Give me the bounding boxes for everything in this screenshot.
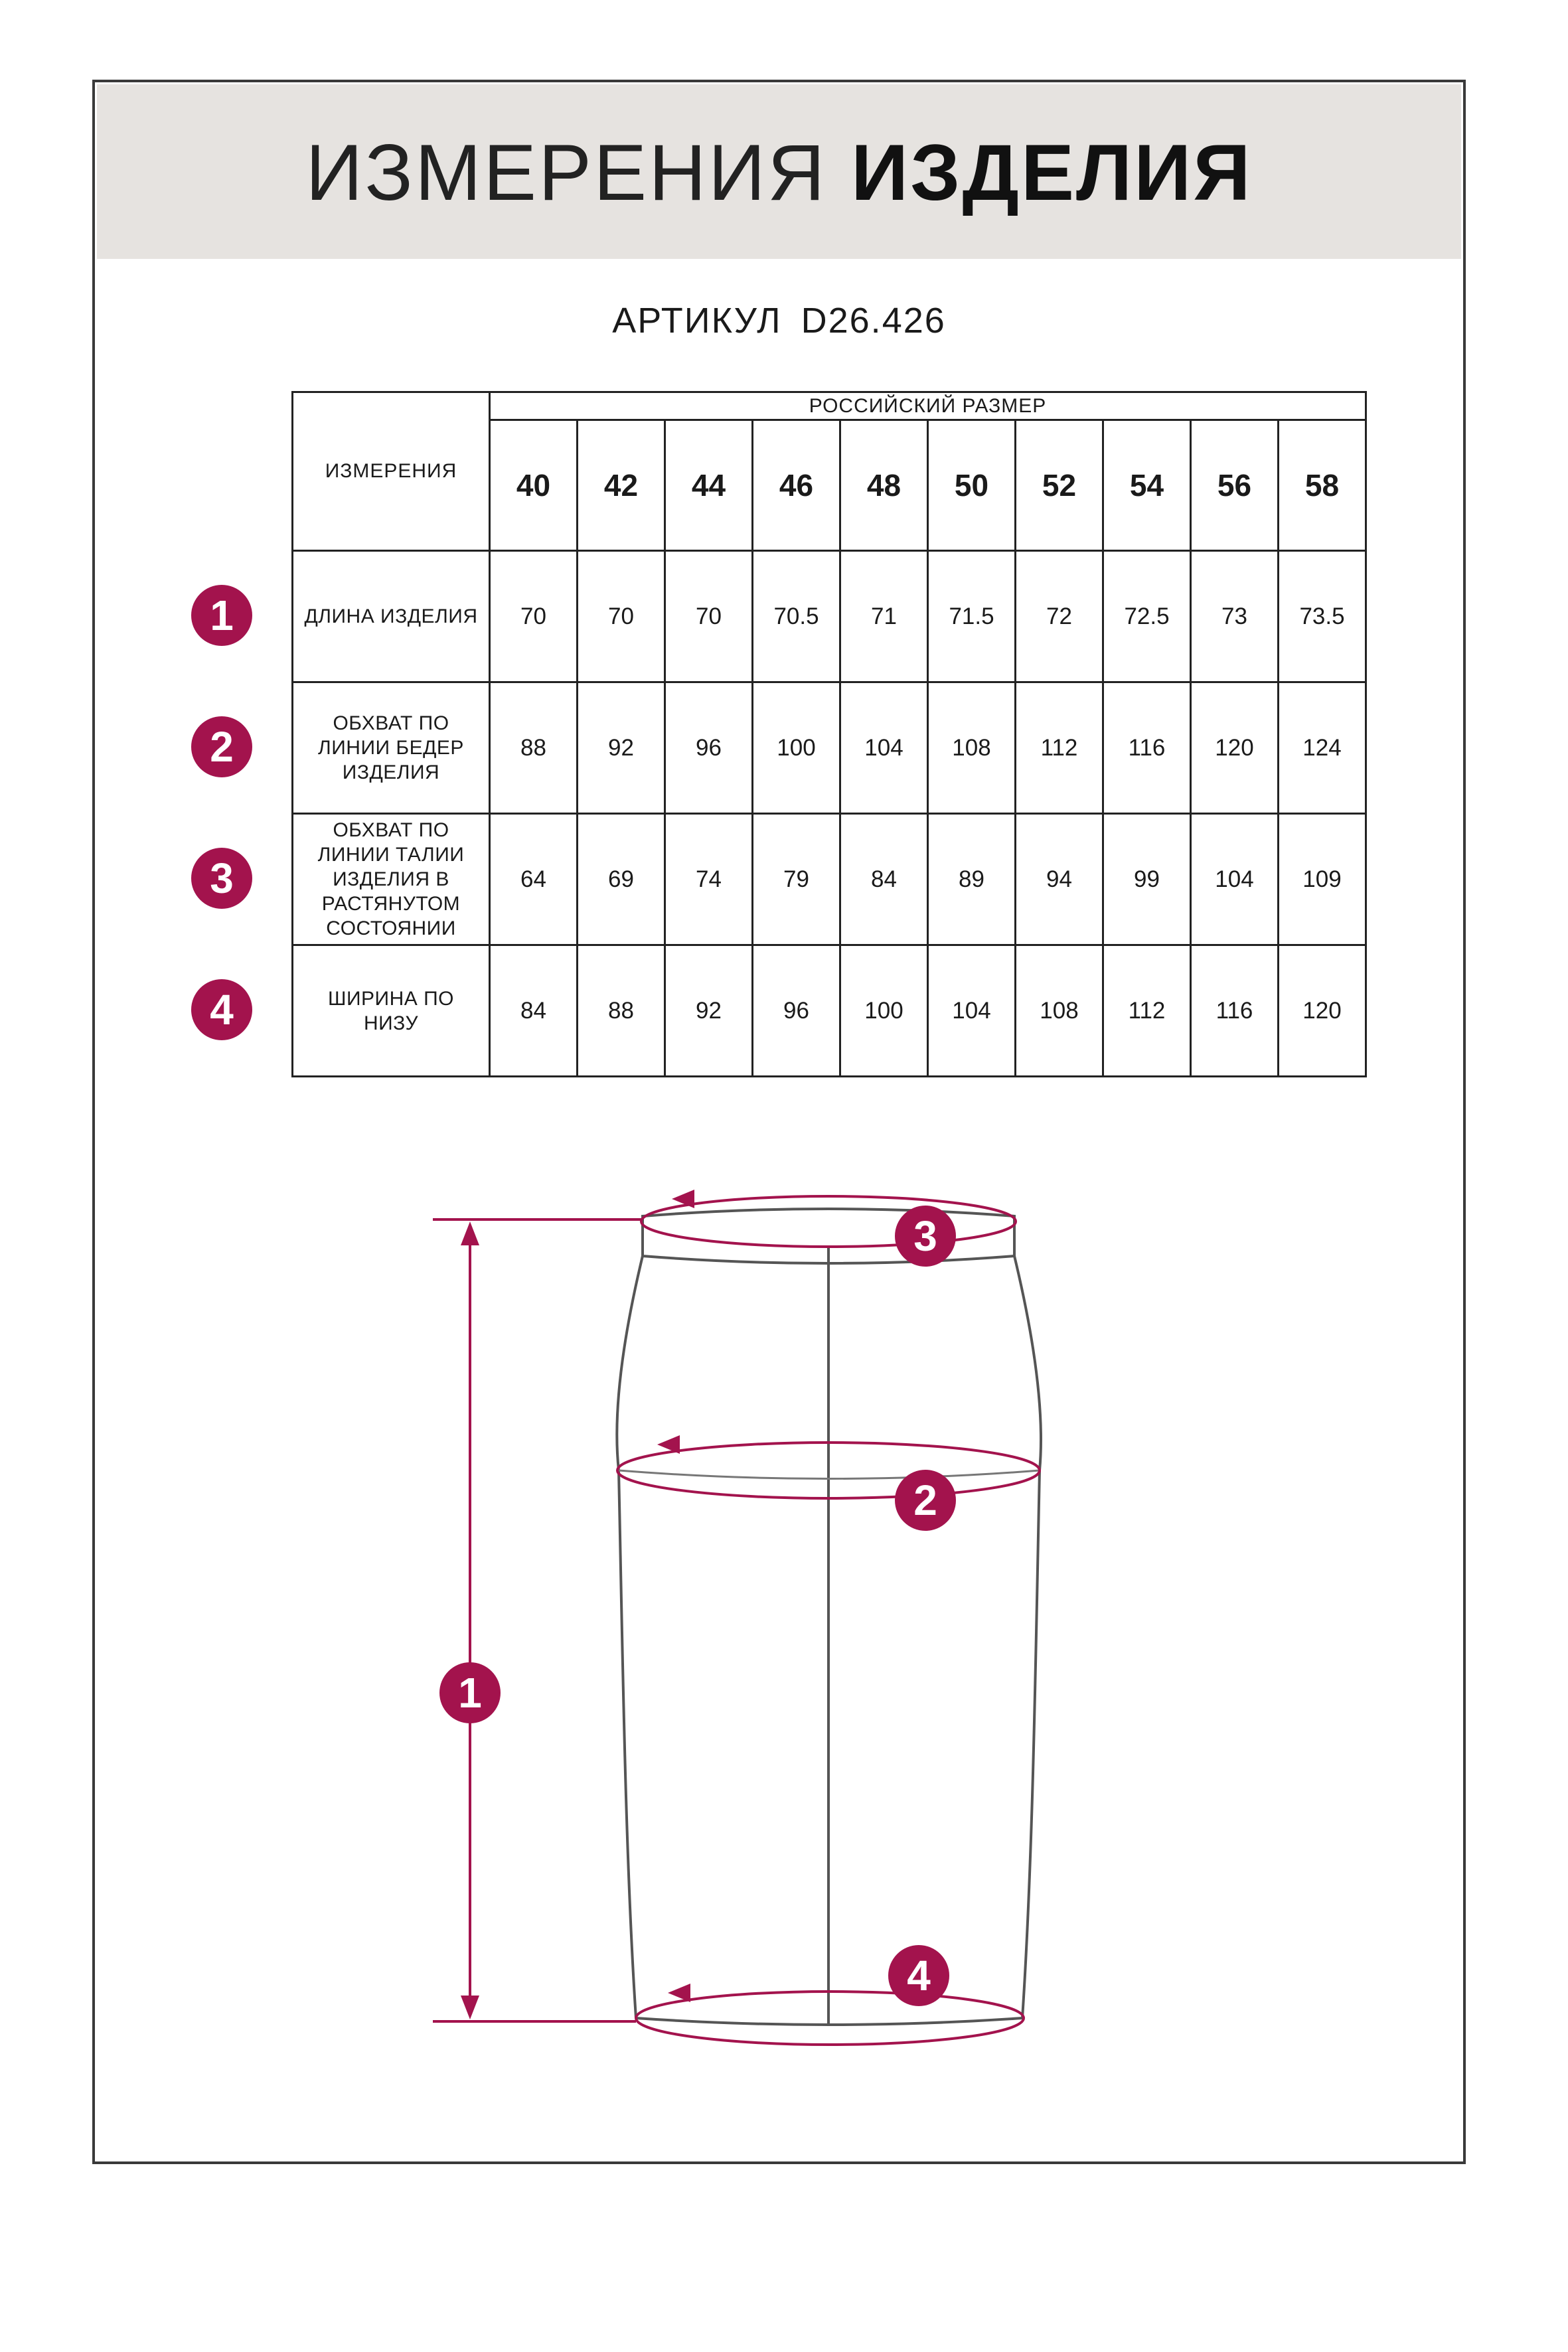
table-cell: 96 [665,682,753,814]
table-cell: 70.5 [753,551,840,682]
table-cell: 84 [490,945,578,1077]
row-label-line: ОБХВАТ ПО [333,819,449,841]
row-label-line: ИЗДЕЛИЯ [342,761,440,783]
table-cell: 104 [928,945,1016,1077]
table-cell: 71 [840,551,928,682]
size-header-cell: 42 [578,420,665,551]
table-cell: 73.5 [1279,551,1366,682]
row-label-line: ДЛИНА ИЗДЕЛИЯ [304,605,478,627]
size-header-cell: 58 [1279,420,1366,551]
row-number-badge: 4 [191,979,252,1040]
table-cell: 92 [665,945,753,1077]
row-label-line: РАСТЯНУТОМ [321,893,461,915]
size-header-cell: 44 [665,420,753,551]
size-header-cell: 40 [490,420,578,551]
table-cell: 116 [1191,945,1279,1077]
table-cell: 73 [1191,551,1279,682]
table-cell: 88 [578,945,665,1077]
table-cell: 100 [753,682,840,814]
size-header-cell: 48 [840,420,928,551]
title-light: ИЗМЕРЕНИЯ [305,128,827,217]
table-cell: 120 [1191,682,1279,814]
waist-ellipse [641,1196,1016,1247]
skirt-right-side [1014,1256,1041,2018]
table-cell: 112 [1103,945,1191,1077]
row-number-badge: 1 [191,585,252,646]
table-cell: 104 [840,682,928,814]
article-label: АРТИКУЛ [612,301,782,341]
region-size-header: РОССИЙСКИЙ РАЗМЕР [490,392,1366,420]
article-code: D26.426 [801,301,946,341]
table-cell: 124 [1279,682,1366,814]
table-cell: 84 [840,814,928,945]
table-cell: 70 [665,551,753,682]
row-number-badge: 3 [191,848,252,909]
table-cell: 70 [490,551,578,682]
table-cell: 96 [753,945,840,1077]
table-cell: 89 [928,814,1016,945]
table-cell: 74 [665,814,753,945]
size-header-cell: 46 [753,420,840,551]
table-cell: 100 [840,945,928,1077]
table-cell: 69 [578,814,665,945]
diagram-marker-length: 1 [439,1662,501,1723]
hem-arrow-head [668,1984,690,2002]
table-cell: 92 [578,682,665,814]
table-cell: 70 [578,551,665,682]
diagram-marker-waist: 3 [895,1206,956,1267]
row-label-line: ИЗДЕЛИЯ В [333,868,449,890]
title-bold: ИЗДЕЛИЯ [851,128,1253,217]
table-cell: 108 [1016,945,1103,1077]
table-cell: 88 [490,682,578,814]
length-arrow-down [461,1996,479,2019]
row-number-badge: 2 [191,716,252,777]
size-header-cell: 50 [928,420,1016,551]
diagram-marker-hem: 4 [888,1945,949,2006]
row-label-line: ЛИНИИ ТАЛИИ [317,844,465,866]
row-label-line: ОБХВАТ ПО [333,712,449,734]
table-cell: 109 [1279,814,1366,945]
table-cell: 104 [1191,814,1279,945]
size-header-cell: 56 [1191,420,1279,551]
length-arrow-up [461,1221,479,1245]
table-cell: 99 [1103,814,1191,945]
skirt-left-side [617,1256,643,2018]
table-cell: 71.5 [928,551,1016,682]
row-label-line: СОСТОЯНИИ [326,917,456,939]
size-header-cell: 52 [1016,420,1103,551]
diagram-marker-hips: 2 [895,1470,956,1531]
table-cell: 94 [1016,814,1103,945]
row-label-line: ШИРИНА ПО [327,987,455,1010]
table-cell: 116 [1103,682,1191,814]
measurements-header: ИЗМЕРЕНИЯ [293,392,490,551]
table-cell: 108 [928,682,1016,814]
table-cell: 72.5 [1103,551,1191,682]
row-label-line: НИЗУ [363,1012,419,1034]
table-cell: 112 [1016,682,1103,814]
row-label-line: ЛИНИИ БЕДЕР [318,737,464,759]
table-cell: 72 [1016,551,1103,682]
size-header-cell: 54 [1103,420,1191,551]
table-cell: 64 [490,814,578,945]
table-cell: 120 [1279,945,1366,1077]
table-cell: 79 [753,814,840,945]
